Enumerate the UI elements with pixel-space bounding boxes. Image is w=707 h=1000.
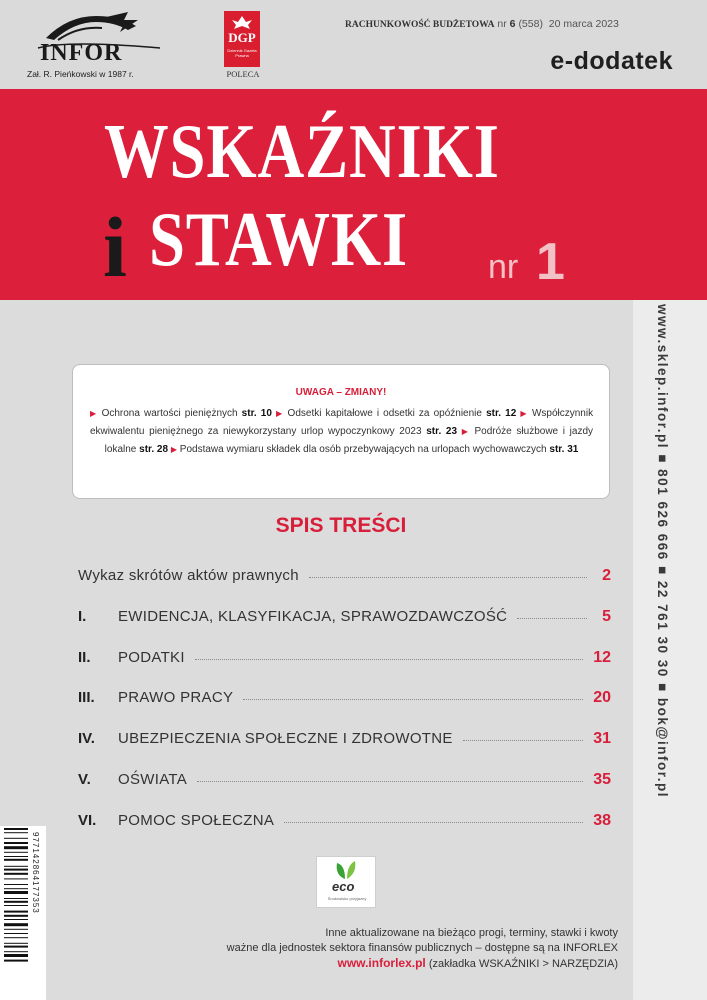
barcode-bar [4,856,28,857]
barcode-bar [4,943,28,944]
toc-leader [463,740,583,741]
toc-row[interactable] [78,608,611,632]
footer-note [60,926,618,972]
eco-subtitle: Środowisko przyjazny [327,896,367,901]
barcode-bar [4,937,28,938]
notice-title: UWAGA – ZMIANY! [295,387,387,398]
title-line-1: WSKAŹNIKI [104,108,500,194]
toc-number: V. [78,771,91,788]
toc-leader [517,618,587,619]
toc-page: 2 [602,567,611,584]
toc-number: VI. [78,812,97,829]
barcode-bar [4,951,28,952]
notice-item-text: Podróże służbowe i jazdy lokalne [104,426,594,455]
notice-item-ref: str. 12 [486,408,517,419]
toc-page: 12 [593,649,611,666]
number-label: nr [488,248,519,286]
issue-date: 20 marca 2023 [548,18,619,30]
partner-logo-text: DGP [228,30,256,45]
barcode-bar [4,828,28,830]
notice-item-ref: str. 31 [549,444,579,455]
barcode-bar [4,873,28,875]
barcode-bar [4,832,28,833]
toc-label: PRAWO PRACY [118,689,234,706]
arrow-right-icon: ▶ [520,409,528,418]
toc-label: OŚWIATA [118,771,188,788]
arrow-right-icon: ▶ [90,409,98,418]
notice-item-text: Odsetki kapitałowe i odsetki za opóźnienie [287,408,482,419]
eco-label: eco [332,879,355,894]
toc-row[interactable] [78,567,611,591]
barcode-bar [4,842,28,844]
supplement-label: e-dodatek [550,47,673,75]
notice-item-ref: str. 28 [139,444,169,455]
barcode-bar [4,946,28,948]
barcode-bar [4,933,28,934]
toc-row[interactable] [78,730,611,754]
toc-leader [195,659,583,660]
toc-row[interactable] [78,649,611,673]
toc-page: 35 [593,771,611,788]
barcode-bar [4,884,28,885]
barcode-bar [4,852,28,853]
barcode-bar [4,878,28,879]
barcode-bar [4,923,28,926]
notice-item-text: Podstawa wymiaru składek dla osób przebywających na urlopach wychowawczych [179,444,547,455]
barcode-bar [4,866,28,867]
barcode-bar [4,859,28,861]
barcode-bar [4,901,28,903]
issue-total: (558) [518,18,543,30]
toc-label: Wykaz skrótów aktów prawnych [78,567,299,584]
publisher-founded: Zał. R. Pieńkowski w 1987 r. [27,69,134,79]
footer-url-note: (zakładka WSKAŹNIKI > NARZĘDZIA) [428,958,618,970]
toc-leader [284,822,583,823]
barcode-bar [4,891,28,894]
partner-subtitle: Dziennik Gazeta Prawna [227,48,257,58]
barcode-bar [4,954,28,957]
toc-page: 20 [593,689,611,706]
contact-strip [633,300,707,1000]
notice-item-text: Współczynnik ekwiwalentu pieniężnego za niewykorzystany urlop wypoczynkowy 2023 [90,408,594,437]
contact-strip-text: www.sklep.infor.pl ■ 801 626 666 ■ 22 761 30 30 ■ bok@infor.pl [655,304,670,799]
barcode-bar [4,915,28,917]
barcode-bar [4,898,28,899]
toc-page: 38 [593,812,611,829]
barcode-bar [4,905,28,906]
footer-line-3 [60,956,618,972]
changes-notice [72,364,610,499]
footer-line-2: ważne dla jednostek sektora finansów publicznych – dostępne są na INFORLEX [226,942,618,954]
toc-heading: SPIS TREŚCI [275,514,407,537]
issue-number: 6 [509,18,516,30]
barcode-bar [4,888,28,889]
toc-number: III. [78,689,95,706]
notice-body [90,405,593,459]
barcode-bar [4,911,28,913]
eco-badge [316,856,376,908]
notice-item-text: Ochrona wartości pieniężnych [101,408,238,419]
toc-number: I. [78,608,87,625]
arrow-right-icon: ▶ [275,409,284,418]
toc-label: PODATKI [118,649,185,666]
toc-label: POMOC SPOŁECZNA [118,812,275,829]
barcode-bar [4,869,28,871]
title-line-2: STAWKI [149,196,409,282]
barcode-number: 977142864177353 [31,832,40,914]
number-value: 1 [536,233,565,291]
inforlex-link[interactable]: www.inforlex.pl [337,956,426,970]
publisher-logo-text: INFOR [40,40,123,66]
toc-number: IV. [78,730,95,747]
leaf-icon [331,859,361,881]
toc-row[interactable] [78,812,611,836]
series-name: RACHUNKOWOŚĆ BUDŻETOWA [345,20,495,30]
toc-row[interactable] [78,771,611,795]
toc-leader [243,699,583,700]
notice-item-ref: str. 10 [241,408,272,419]
barcode-bar [4,846,28,849]
issue-info [345,18,675,30]
toc-number: II. [78,649,91,666]
barcode-icon [4,828,28,998]
toc-label: UBEZPIECZENIA SPOŁECZNE I ZDROWOTNE [118,730,453,747]
toc-row[interactable] [78,689,611,713]
toc-page: 31 [593,730,611,747]
barcode-bar [4,960,28,962]
barcode-bar [4,929,28,930]
barcode [0,826,46,1000]
toc-leader [197,781,583,782]
issue-prefix: nr [497,18,507,30]
toc-page: 5 [602,608,611,625]
barcode-bar [4,838,28,839]
arrow-right-icon: ▶ [170,445,177,454]
toc-label: EWIDENCJA, KLASYFIKACJA, SPRAWOZDAWCZOŚĆ [118,608,508,625]
footer-line-1: Inne aktualizowane na bieżąco progi, terminy, stawki i kwoty [325,927,618,939]
notice-item-ref: str. 23 [426,426,458,437]
barcode-bar [4,919,28,920]
arrow-right-icon: ▶ [461,427,470,436]
partner-recommends: POLECA [226,69,260,79]
toc-leader [309,577,587,578]
title-conjunction: i [103,199,127,295]
